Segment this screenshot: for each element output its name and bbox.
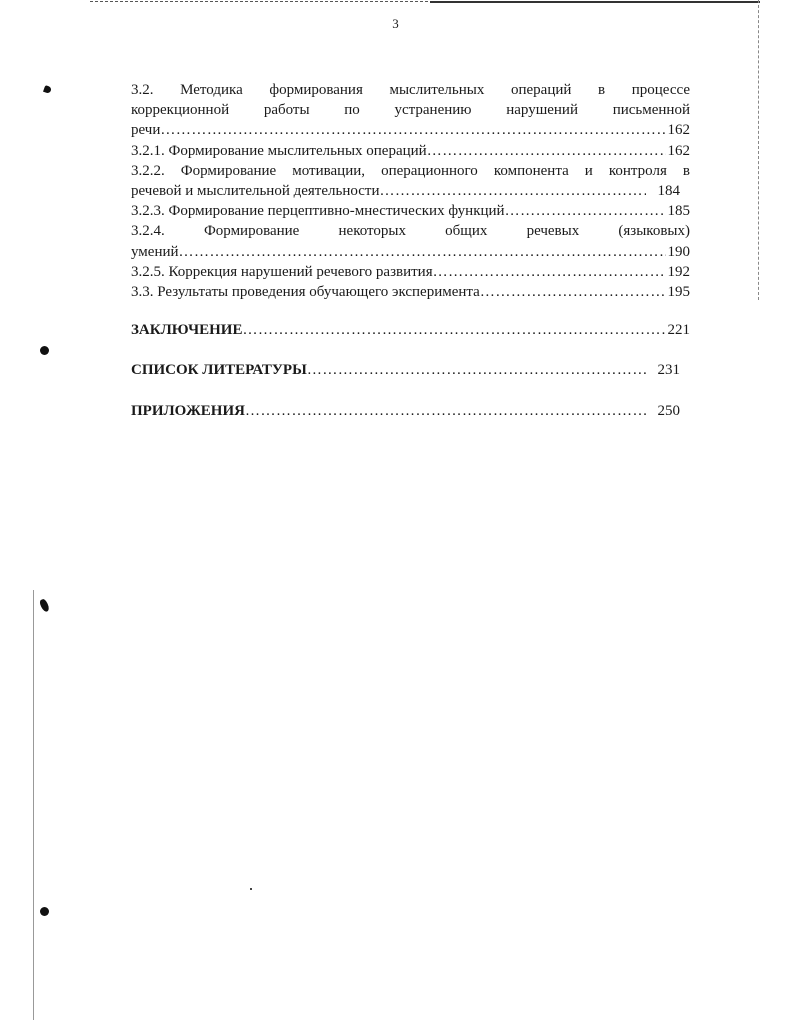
- binding-hole-mark: [40, 907, 49, 916]
- toc-page-number: 190: [667, 243, 690, 260]
- binding-hole-mark: [43, 85, 52, 94]
- binding-hole-mark: [39, 598, 51, 613]
- scan-left-border: [33, 590, 34, 1020]
- scan-top-border-solid: [430, 1, 760, 3]
- table-of-contents: [131, 80, 690, 421]
- toc-section-conclusion[interactable]: [131, 320, 690, 340]
- toc-page-number: 162: [667, 142, 690, 159]
- toc-entry-3-2-4[interactable]: [131, 221, 690, 261]
- dot-leader: [480, 282, 666, 302]
- toc-section-title: ЗАКЛЮЧЕНИЕ: [131, 322, 243, 339]
- toc-entry-title: умений: [131, 243, 179, 260]
- toc-page-number: 184: [657, 183, 680, 200]
- toc-entry-title: 3.2.1. Формирование мыслительных операций: [131, 142, 427, 159]
- scan-speck: [250, 888, 252, 890]
- dot-leader: [433, 262, 666, 282]
- toc-entry-title: 3.3. Результаты проведения обучающего эксперимента: [131, 284, 480, 301]
- page-number: 3: [392, 16, 399, 31]
- dot-leader: [245, 401, 648, 421]
- toc-entry-3-3[interactable]: [131, 282, 690, 302]
- dot-leader: [505, 201, 666, 221]
- toc-page-number: 162: [667, 122, 690, 139]
- dot-leader: [179, 242, 666, 262]
- toc-page-number: 195: [667, 284, 690, 301]
- toc-page-number: 221: [667, 322, 690, 339]
- toc-entry-line: 3.2.2. Формирование мотивации, операционного компонента и контроля в: [131, 162, 690, 179]
- toc-entry-3-2-3[interactable]: [131, 201, 690, 221]
- dot-leader: [427, 141, 666, 161]
- toc-entry-title: 3.2.5. Коррекция нарушений речевого развития: [131, 263, 433, 280]
- toc-section-appendices[interactable]: [131, 401, 690, 421]
- toc-entry-line: 3.2. Методика формирования мыслительных операций в процессе: [131, 82, 690, 98]
- dot-leader: [160, 120, 665, 140]
- toc-section-title: ПРИЛОЖЕНИЯ: [131, 402, 245, 419]
- toc-page-number: 185: [667, 203, 690, 220]
- toc-entry-line: коррекционной работы по устранению нарушений письменной: [131, 102, 690, 119]
- dot-leader: [307, 360, 648, 380]
- toc-entry-title: 3.2.3. Формирование перцептивно-мнестических функций: [131, 203, 505, 220]
- toc-entry-line: 3.2.4. Формирование некоторых общих речевых (языковых): [131, 223, 690, 240]
- dot-leader: [379, 181, 645, 201]
- dot-leader: [242, 320, 665, 340]
- toc-page-number: 192: [667, 263, 690, 280]
- toc-entry-title: речи: [131, 122, 161, 139]
- toc-entry-3-2[interactable]: [131, 80, 690, 141]
- toc-entry-title: речевой и мыслительной деятельности: [131, 183, 380, 200]
- binding-hole-mark: [40, 346, 49, 355]
- toc-page-number: 250: [657, 402, 680, 419]
- toc-entry-3-2-5[interactable]: [131, 262, 690, 282]
- toc-section-bibliography[interactable]: [131, 360, 690, 380]
- toc-entry-3-2-2[interactable]: [131, 161, 690, 201]
- toc-entry-3-2-1[interactable]: [131, 141, 690, 161]
- scan-right-border: [758, 0, 759, 300]
- toc-page-number: 231: [657, 362, 680, 379]
- toc-section-title: СПИСОК ЛИТЕРАТУРЫ: [131, 362, 307, 379]
